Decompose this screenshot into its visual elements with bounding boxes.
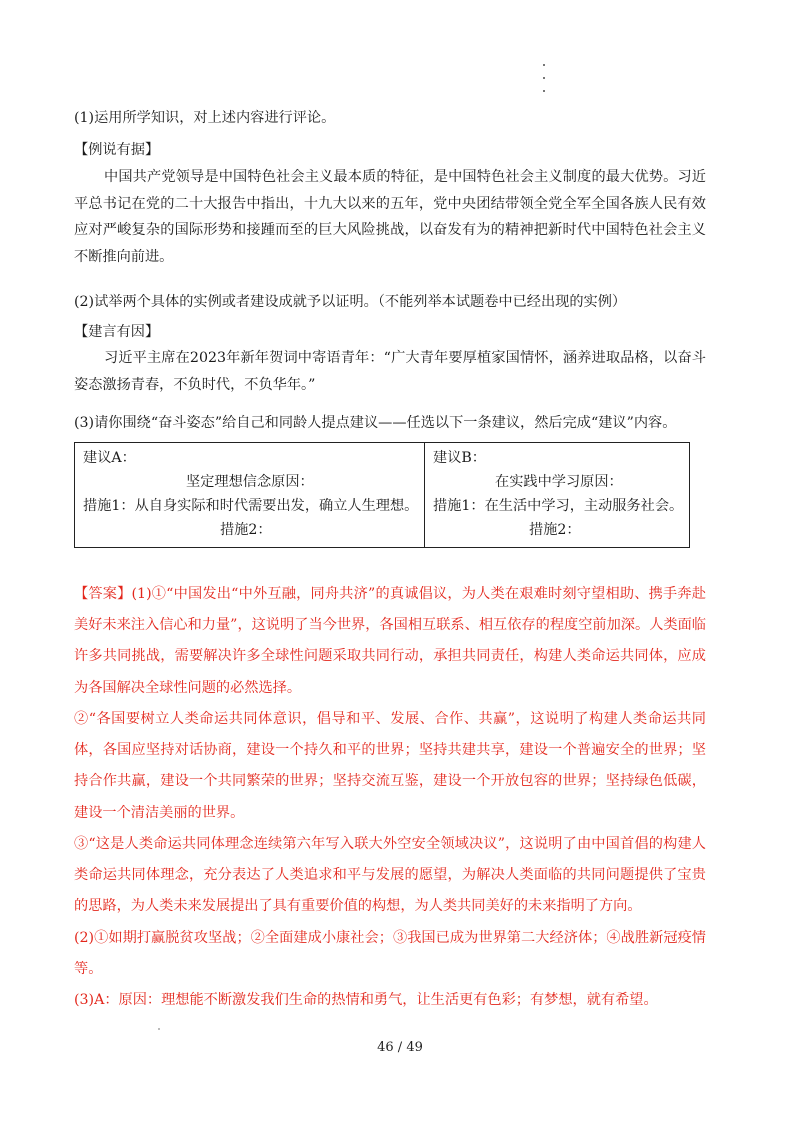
suggestion-a-reason: 坚定理想信念原因： [186,474,314,490]
header-dots [541,64,547,103]
section-evidence-title: 【例说有据】 [74,142,160,158]
suggestion-a-measure2: 措施2： [220,522,272,538]
suggestion-b-measure2: 措施2： [529,522,581,538]
answer-p4: (2)①如期打赢脱贫攻坚战；②全面建成小康社会；③我国已成为世界第二大经济体；④战胜新冠疫情等。 [74,930,706,978]
section-suggestion-paragraph: 习近平主席在2023年新年贺词中寄语青年：“广大青年要厚植家国情怀，涵养进取品格，以奋斗姿态激扬青春，不负时代，不负华年。” [74,350,706,393]
answer-p3: ③“这是人类命运共同体理念连续第六年写入联大外空安全领域决议”，这说明了由中国首倡的构建人类命运共同体理念，充分表达了人类追求和平与发展的愿望，为解决人类面临的共同问题提供了宝贵的思路，为人类未来发展提出了具有重要价值的构想，为人类共同美好的未来指明了方向。 [74,836,706,915]
page-current: 46 [377,1040,394,1055]
suggestion-a-cell [75,443,425,547]
footer-dot [158,1028,160,1030]
suggestion-table [74,442,690,548]
q1-prompt: (1)运用所学知识，对上述内容进行评论。 [74,110,336,126]
suggestion-a-heading: 建议A： [83,450,136,466]
answer-p2: ②“各国要树立人类命运共同体意识，倡导和平、发展、合作、共赢”，这说明了构建人类命运共同体，各国应坚持对话协商，建设一个持久和平的世界；坚持共建共享，建设一个普遍安全的世界；坚持合作共赢，建设一个共同繁荣的世界；坚持交流互鉴，建设一个开放包容的世界；坚持绿色低碳，建设一个清洁美丽的世界。 [74,711,706,821]
suggestion-b-heading: 建议B： [433,450,486,466]
suggestion-b-reason: 在实践中学习原因： [495,474,623,490]
page-number [0,1040,800,1055]
section-evidence-paragraph: 中国共产党领导是中国特色社会主义最本质的特征，是中国特色社会主义制度的最大优势。习近平总书记在党的二十大报告中指出，十九大以来的五年，党中央团结带领全党全军全国各族人民有效应对严峻复杂的国际形势和接踵而至的巨大风险挑战，以奋发有为的精神把新时代中国特色社会主义不断推向前进。 [74,169,706,265]
section-suggestion-title: 【建言有因】 [74,324,160,340]
page-separator: / [397,1040,403,1055]
answer-p5: (3)A：原因：理想能不断激发我们生命的热情和勇气，让生活更有色彩；有梦想，就有希望。 [74,992,658,1008]
q2-prompt: (2)试举两个具体的实例或者建设成就予以证明。（不能列举本试题卷中已经出现的实例） [74,294,627,310]
q3-prompt: (3)请你围绕“奋斗姿态”给自己和同龄人提点建议——任选以下一条建议，然后完成“建议”内容。 [74,415,677,431]
page-total: 49 [406,1040,423,1055]
suggestion-b-measure1: 措施1：在生活中学习，主动服务社会。 [433,498,684,514]
answer-p1: 【答案】(1)①“中国发出“中外互融，同舟共济”的真诚倡议，为人类在艰难时刻守望相助、携手奔赴美好未来注入信心和力量”，这说明了当今世界，各国相互联系、相互依存的程度空前加深。人类面临许多共同挑战，需要解决许多全球性问题采取共同行动，承担共同责任，构建人类命运共同体，应成为各国解决全球性问题的必然选择。 [74,586,706,696]
suggestion-b-cell [425,443,689,547]
suggestion-a-measure1: 措施1：从自身实际和时代需要出发，确立人生理想。 [83,498,419,514]
